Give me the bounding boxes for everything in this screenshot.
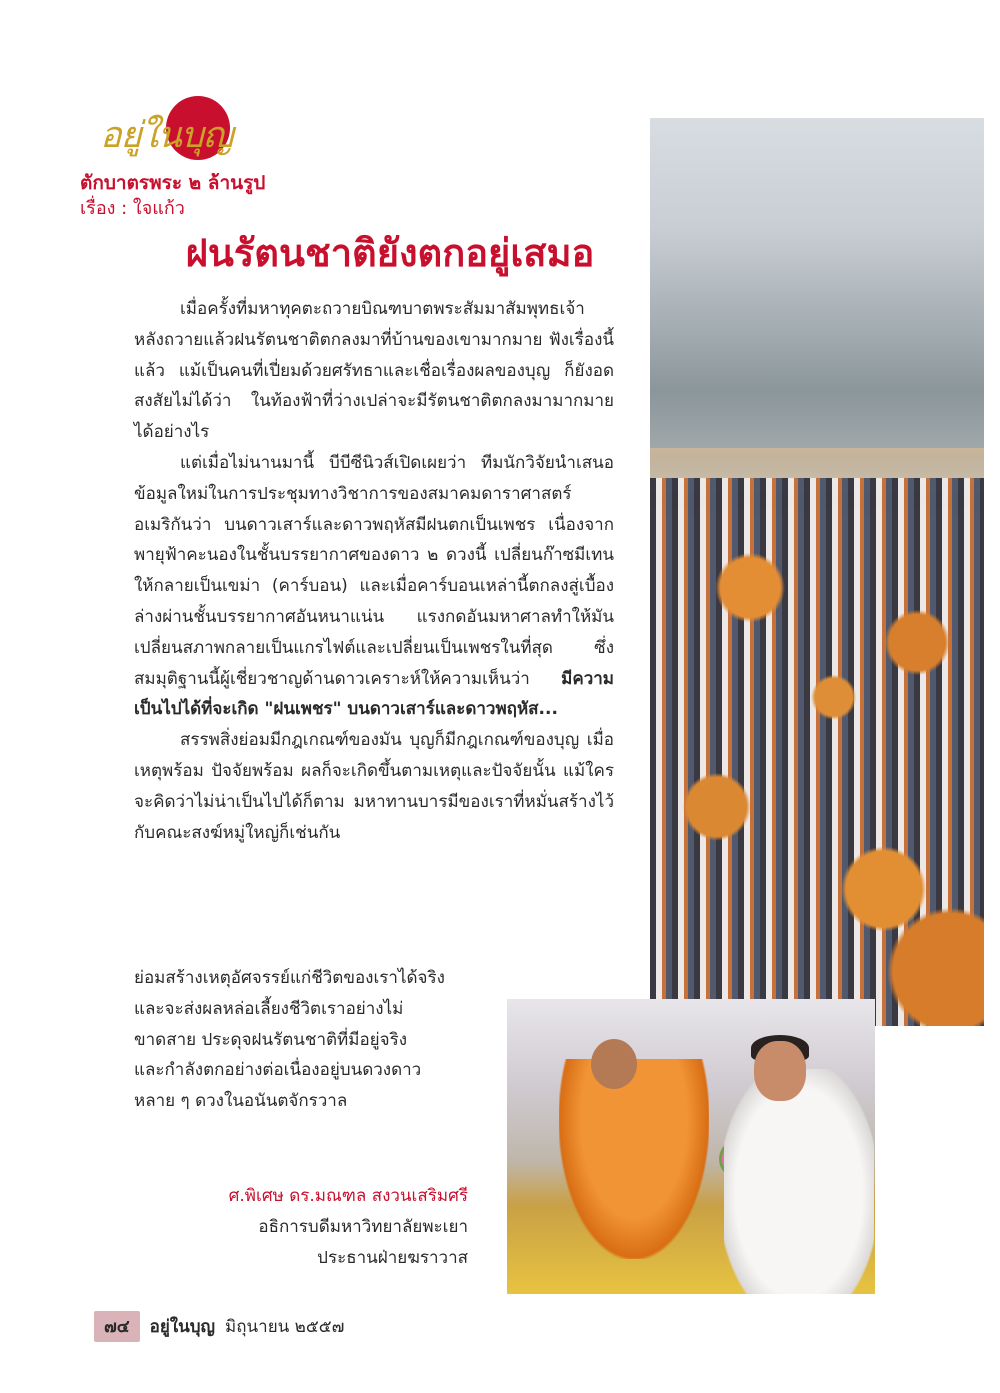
crowd-alms-photo (650, 118, 984, 1026)
paragraph-3: สรรพสิ่งย่อมมีกฎเกณฑ์ของมัน บุญก็มีกฎเกณฑ์ของบุญ เมื่อเหตุพร้อม ปัจจัยพร้อม ผลก็จะเกิดขึ้นตามเหตุและปัจจัยนั้น แม้ใครจะคิดว่าไม่น่าเป็นไปได้ก็ตาม มหาทานบารมีของเราที่หมั่นสร้างไว้กับคณะสงฆ์หมู่ใหญ่ก็เช่นกัน (134, 730, 614, 843)
paragraph-2-text: แต่เมื่อไม่นานมานี้ บีบีซีนิวส์เปิดเผยว่า ทีมนักวิจัยนำเสนอข้อมูลใหม่ในการประชุมทางวิชาการของสมาคมดาราศาสตร์อเมริกันว่า บนดาวเสาร์และดาวพฤหัสมีฝนตกเป็นเพชร เนื่องจากพายุฟ้าคะนองในชั้นบรรยากาศของดาว ๒ ดวงนี้ เปลี่ยนก๊าซมีเทนให้กลายเป็นเขม่า (คาร์บอน) และเมื่อคาร์บอนเหล่านี้ตกลงสู่เบื้องล่างผ่านชั้นบรรยากาศอันหนาแน่น แรงกดอันมหาศาลทำให้มันเปลี่ยนสภาพกลายเป็นแกรไฟต์และเปลี่ยนเป็นเพชรในที่สุด ซึ่งสมมุติฐานนี้ผู้เชี่ยวชาญด้านดาวเคราะห์ให้ความเห็นว่า (134, 452, 614, 689)
footer-issue: มิถุนายน ๒๕๕๗ (225, 1316, 345, 1337)
article-kicker: ตักบาตรพระ ๒ ล้านรูป (80, 172, 266, 194)
photo-monk-head (591, 1039, 637, 1089)
paragraph-2-emphasis: มีความเป็นไปได้ที่จะเกิด "ฝนเพชร" บนดาวเสาร์และดาวพฤหัส... (134, 668, 614, 720)
author-title: อธิการบดีมหาวิทยาลัยพะเยา (258, 1217, 468, 1237)
author-role: ประธานฝ่ายฆราวาส (317, 1248, 468, 1268)
article-byline: เรื่อง : ใจแก้ว (80, 198, 185, 219)
author-signature (229, 1181, 468, 1274)
photo-crowd (650, 478, 984, 1026)
paragraph-2 (134, 448, 614, 725)
closing-line: และกำลังตกอย่างต่อเนื่องอยู่บนดวงดาว (134, 1060, 422, 1081)
closing-line: ขาดสาย ประดุจฝนรัตนชาติที่มีอยู่จริง (134, 1029, 408, 1050)
magazine-logo (100, 92, 250, 164)
page-footer (94, 1312, 344, 1340)
closing-line: และจะส่งผลหล่อเลี้ยงชีวิตเราอย่างไม่ (134, 998, 404, 1019)
photo-frame-edge (499, 999, 507, 1294)
page-number: ๗๔ (94, 1311, 140, 1342)
article-body (134, 294, 614, 848)
footer-magazine-name: อยู่ในบุญ (149, 1316, 216, 1337)
logo-text: อยู่ในบุญ (100, 115, 233, 156)
photo-man (724, 1069, 874, 1294)
photo-monk (559, 1059, 709, 1259)
paragraph-1: เมื่อครั้งที่มหาทุคตะถวายบิณฑบาตพระสัมมาสัมพุทธเจ้า หลังถวายแล้วฝนรัตนชาติตกลงมาที่บ้านของเขามากมาย ฟังเรื่องนี้แล้ว แม้เป็นคนที่เปี่ยมด้วยศรัทธาและเชื่อเรื่องผลของบุญ ก็ยังอดสงสัยไม่ได้ว่า ในท้องฟ้าที่ว่างเปล่าจะมีรัตนชาติตกลงมามากมายได้อย่างไร (134, 299, 614, 443)
ceremony-photo (499, 999, 875, 1294)
photo-man-head (754, 1041, 806, 1101)
closing-line: หลาย ๆ ดวงในอนันตจักรวาล (134, 1091, 348, 1112)
article-closing-lines (134, 963, 470, 1117)
author-name: ศ.พิเศษ ดร.มณฑล สงวนเสริมศรี (228, 1186, 468, 1206)
article-headline: ฝนรัตนชาติยังตกอยู่เสมอ (185, 231, 595, 275)
closing-line: ย่อมสร้างเหตุอัศจรรย์แก่ชีวิตของเราได้จริง (134, 968, 445, 988)
